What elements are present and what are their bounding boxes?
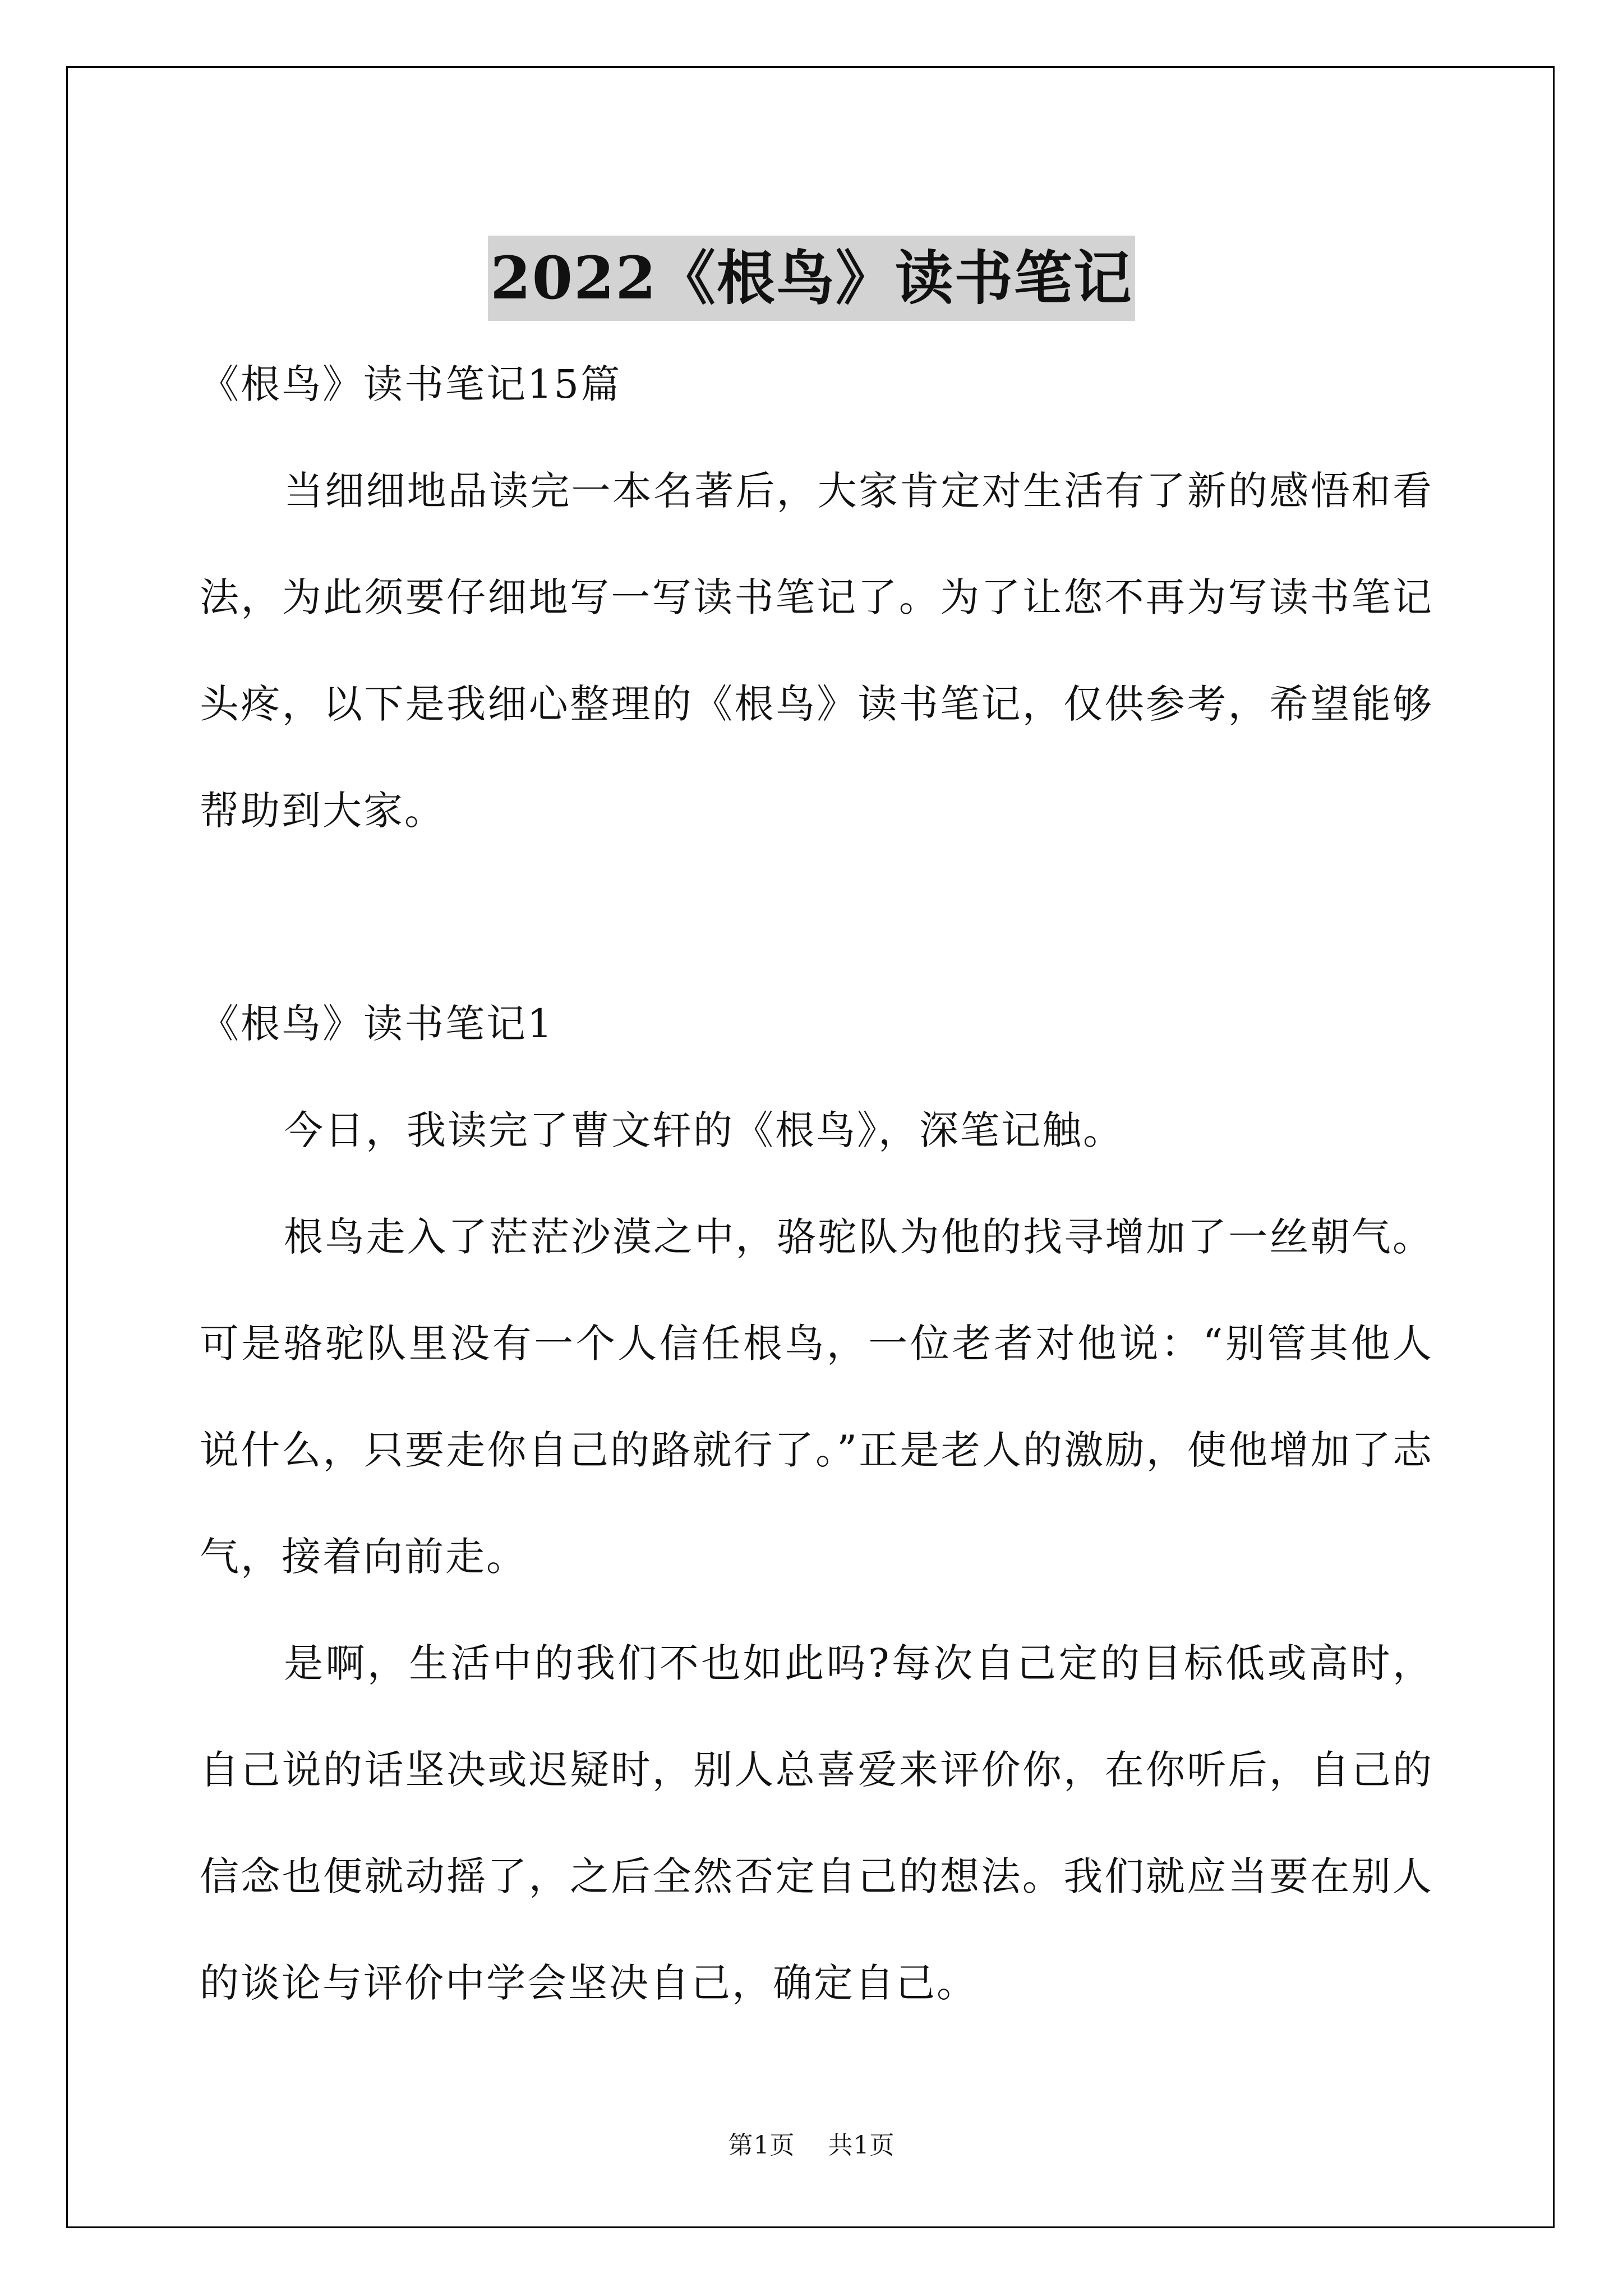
page-number-total: 共1页 [828, 2131, 895, 2160]
section1-paragraph: 今日，我读完了曹文轩的《根鸟》，深笔记触。 [284, 1107, 1124, 1153]
page-number-current: 第1页 [728, 2131, 795, 2160]
page-footer [0, 2129, 1623, 2162]
document-title: 2022《根鸟》读书笔记 [488, 236, 1135, 321]
section1-paragraph: 是啊，生活中的我们不也如此吗?每次自己定的目标低或高时，自己说的话坚决或迟疑时，别人总喜爱来评价你，在你听后，自己的信念也便就动摇了，之后全然否定自己的想法。我们就应当要在别人的谈论与评价中学会坚决自己，确定自己。 [200, 1640, 1433, 2006]
section1-paragraph: 根鸟走入了茫茫沙漠之中，骆驼队为他的找寻增加了一丝朝气。可是骆驼队里没有一个人信任根鸟，一位老者对他说：“别管其他人说什么，只要走你自己的路就行了。”正是老人的激励，使他增加了志气，接着向前走。 [200, 1214, 1433, 1580]
intro-heading: 《根鸟》读书笔记15篇 [200, 361, 622, 407]
section1-heading: 《根鸟》读书笔记1 [200, 1001, 554, 1047]
section-gap [200, 864, 1433, 970]
document-body [200, 331, 1433, 2036]
intro-paragraph: 当细细地品读完一本名著后，大家肯定对生活有了新的感悟和看法，为此须要仔细地写一写读书笔记了。为了让您不再为写读书笔记头疼，以下是我细心整理的《根鸟》读书笔记，仅供参考，希望能够帮助到大家。 [200, 468, 1433, 834]
